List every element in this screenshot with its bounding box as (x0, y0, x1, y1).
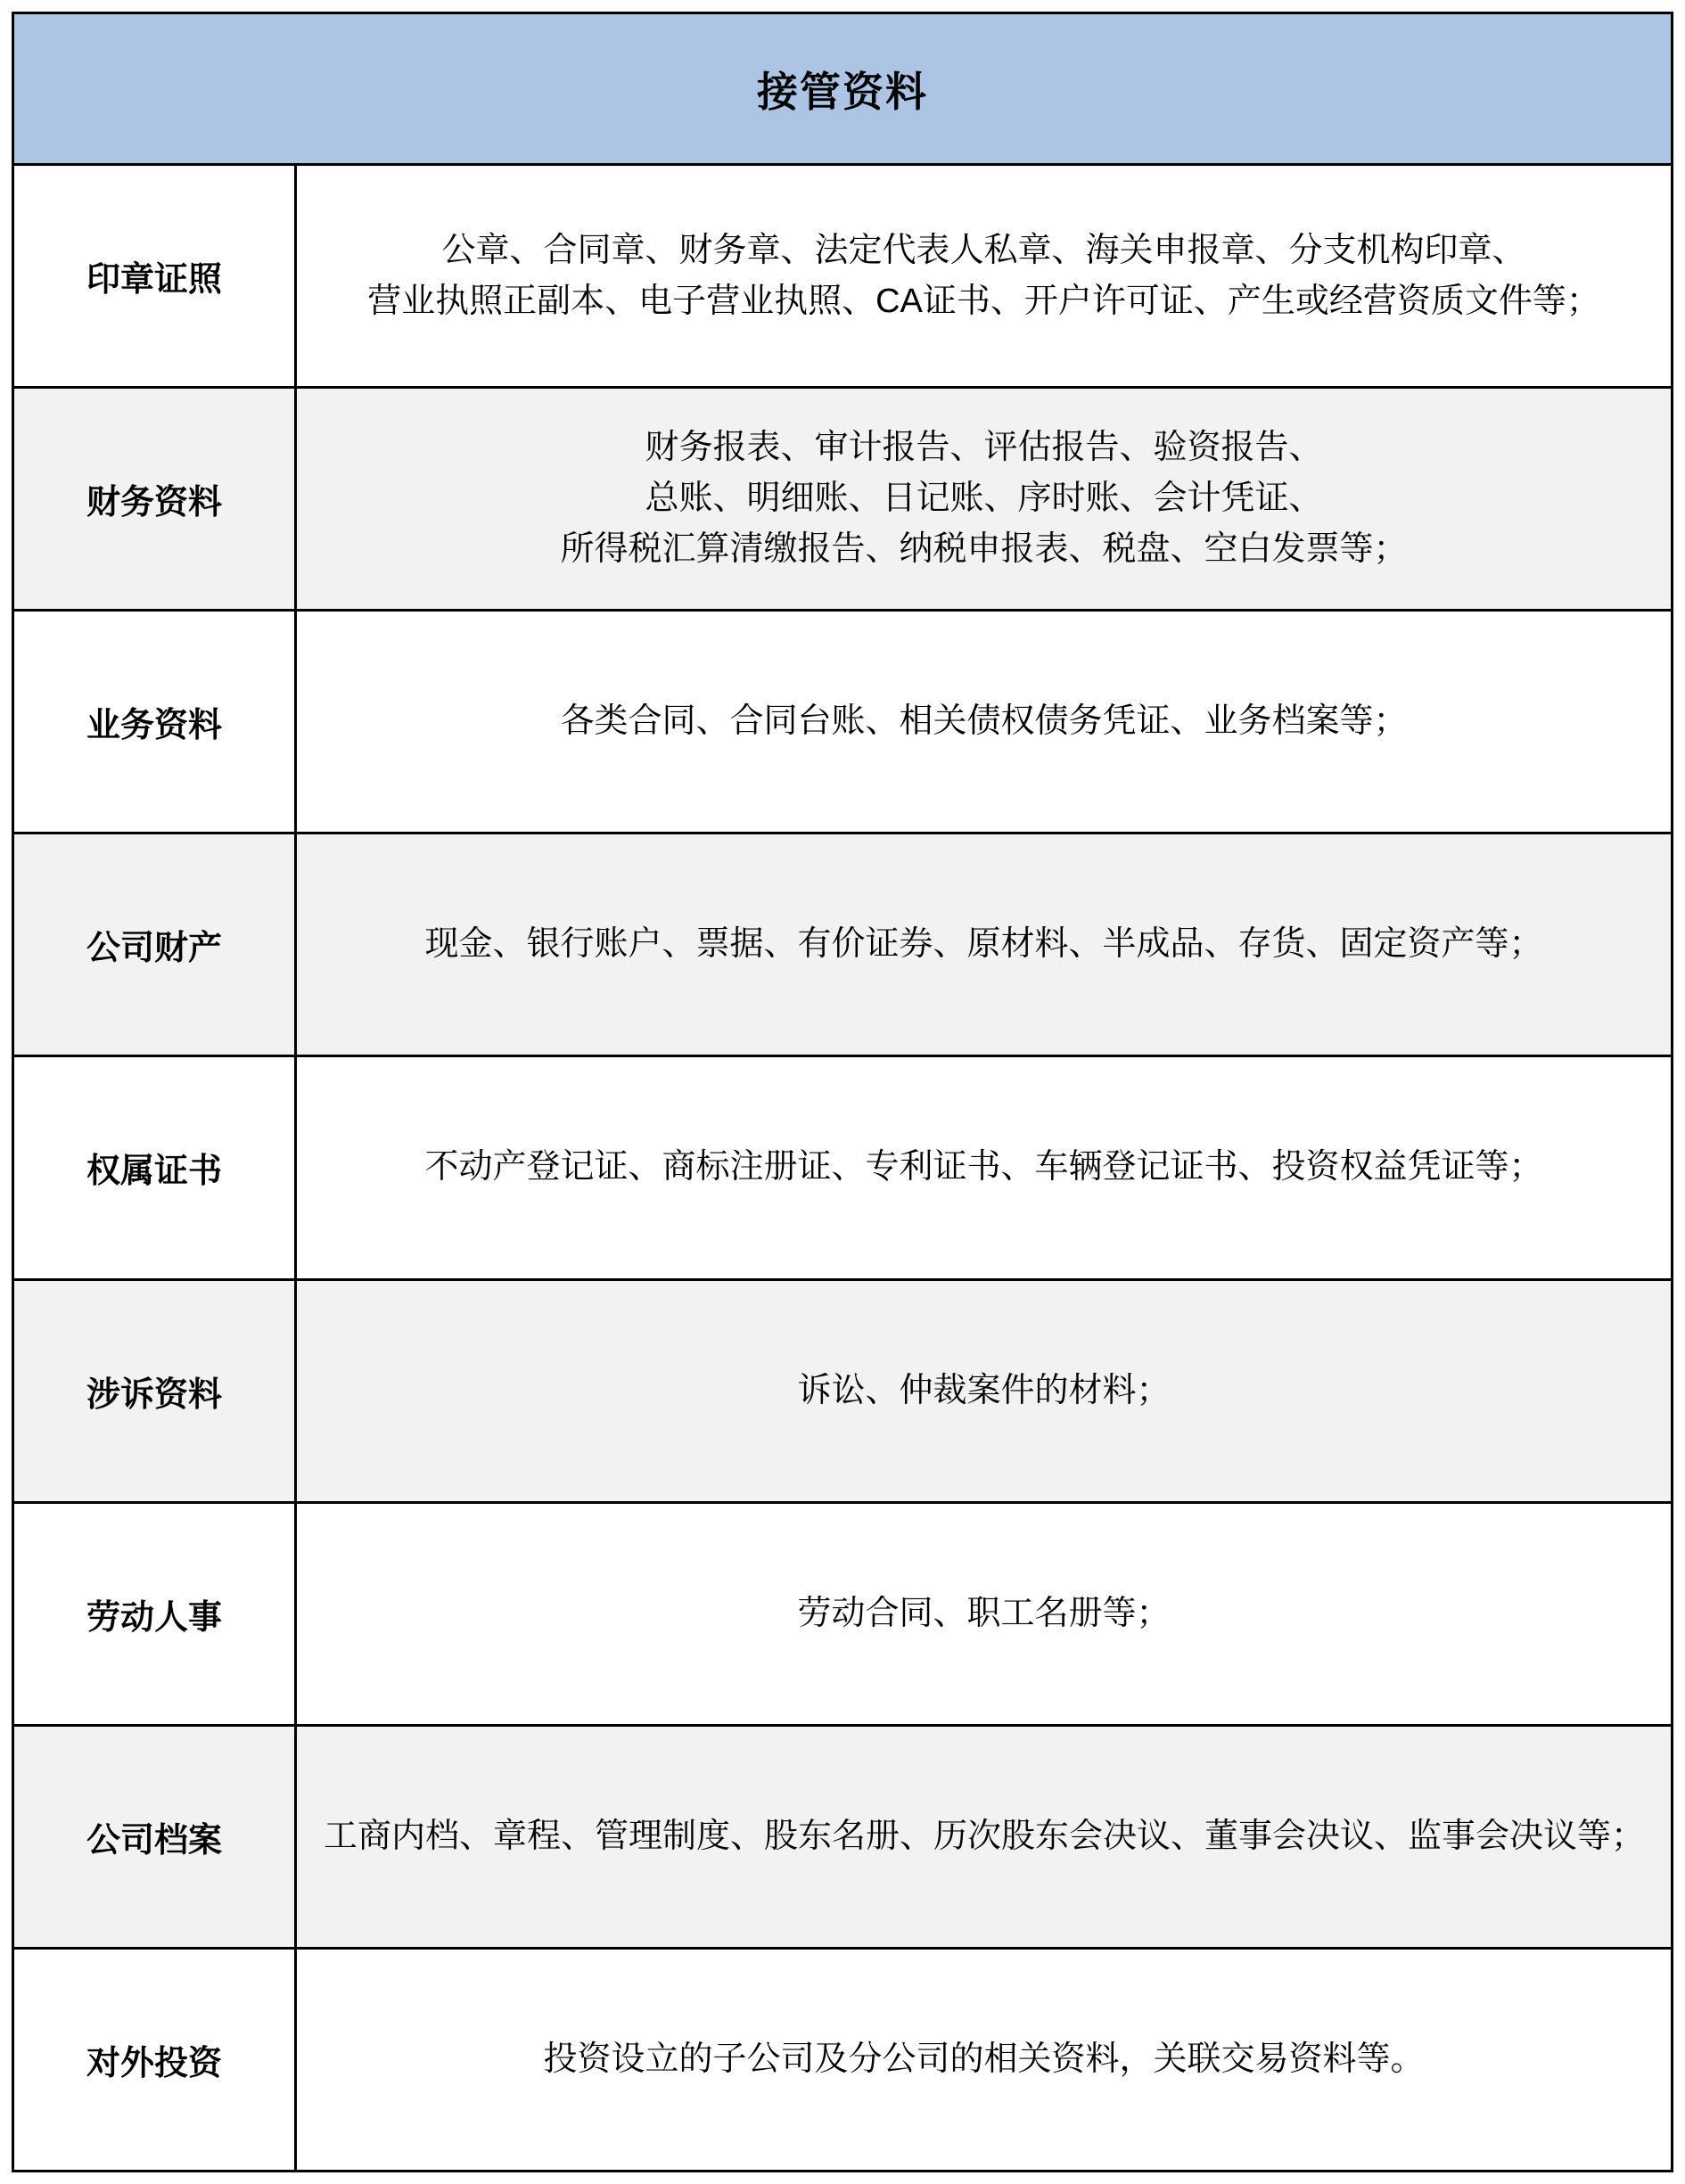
content-line: 总账、明细账、日记账、序时账、会计凭证、 (645, 480, 1323, 518)
content-line: 公章、合同章、财务章、法定代表人私章、海关申报章、分支机构印章、 (441, 231, 1526, 269)
row-label: 权属证书 (14, 1057, 297, 1277)
table-row (14, 1278, 1671, 1501)
content-line: 诉讼、仲裁案件的材料； (797, 1371, 1171, 1409)
content-line: 各类合同、合同台账、相关债权债务凭证、业务档案等； (560, 702, 1408, 741)
row-label: 业务资料 (14, 612, 297, 832)
row-label: 印章证照 (14, 166, 297, 386)
content-line: 所得税汇算清缴报告、纳税申报表、税盘、空白发票等； (560, 530, 1408, 569)
table-row (14, 166, 1671, 386)
row-content (297, 1950, 1671, 2170)
table-row (14, 386, 1671, 609)
row-label: 公司财产 (14, 834, 297, 1055)
content-line: 现金、银行账户、票据、有价证券、原材料、半成品、存货、固定资产等； (424, 925, 1543, 964)
row-label: 公司档案 (14, 1727, 297, 1947)
table-row (14, 1724, 1671, 1947)
table-row (14, 1501, 1671, 1724)
row-content (297, 389, 1671, 609)
table-rows (14, 166, 1671, 2170)
table-row (14, 1055, 1671, 1277)
row-content (297, 166, 1671, 386)
table-row (14, 832, 1671, 1055)
content-line: 财务报表、审计报告、评估报告、验资报告、 (645, 429, 1323, 467)
row-content (297, 612, 1671, 832)
row-content (297, 1504, 1671, 1724)
row-content (297, 1281, 1671, 1501)
row-content (297, 1727, 1672, 1947)
content-line: 劳动合同、职工名册等； (797, 1594, 1171, 1632)
row-label: 对外投资 (14, 1950, 297, 2170)
row-label: 财务资料 (14, 389, 297, 609)
row-label: 劳动人事 (14, 1504, 297, 1724)
table-title: 接管资料 (14, 14, 1671, 166)
table-row (14, 1947, 1671, 2170)
row-content (297, 1057, 1671, 1277)
content-line: 投资设立的子公司及分公司的相关资料，关联交易资料等。 (543, 2040, 1425, 2078)
row-label: 涉诉资料 (14, 1281, 297, 1501)
table-row (14, 609, 1671, 832)
row-content (297, 834, 1671, 1055)
content-line: 工商内档、章程、管理制度、股东名册、历次股东会决议、董事会决议、监事会决议等； (324, 1817, 1646, 1855)
takeover-materials-table (12, 12, 1673, 2172)
content-line: 不动产登记证、商标注册证、专利证书、车辆登记证书、投资权益凭证等； (424, 1148, 1543, 1186)
content-line: 营业执照正副本、电子营业执照、CA证书、开户许可证、产生或经营资质文件等； (367, 282, 1600, 320)
